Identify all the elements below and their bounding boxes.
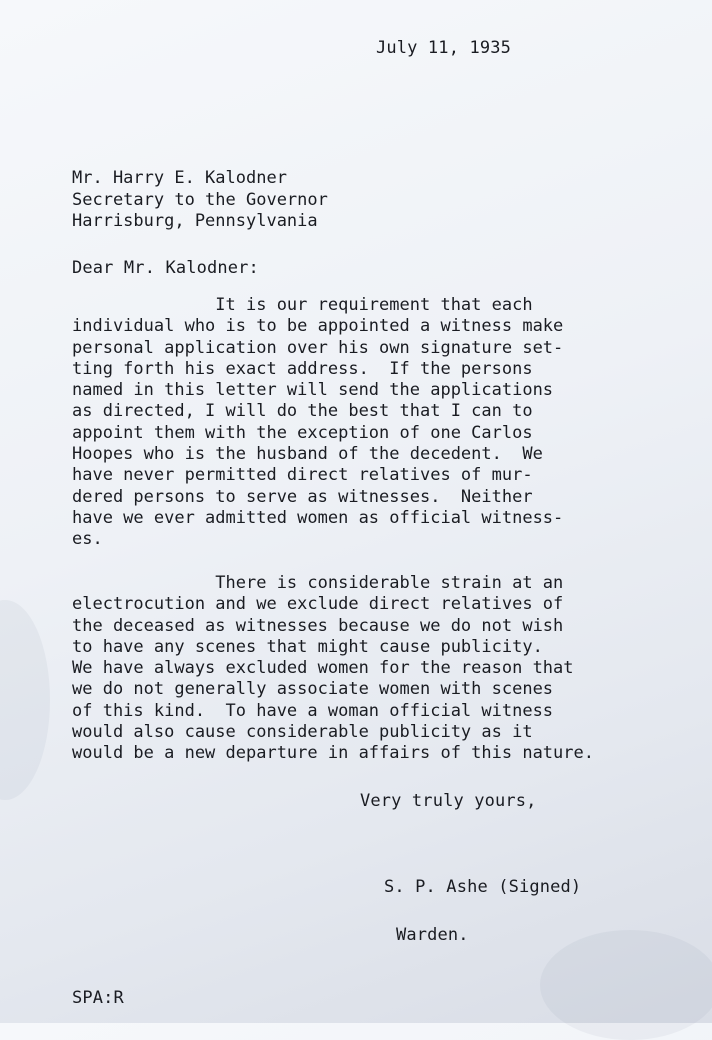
signer-title: Warden. <box>396 925 469 945</box>
letter-date: July 11, 1935 <box>376 38 512 58</box>
paragraph-line: would also cause considerable publicity as it <box>72 722 533 743</box>
paragraph-line: have we ever admitted women as official witness- <box>72 507 564 528</box>
salutation: Dear Mr. Kalodner: <box>72 258 259 278</box>
recipient-address <box>72 168 328 233</box>
paper-smudge <box>540 930 712 1040</box>
paper-smudge <box>0 600 50 800</box>
complimentary-closing: Very truly yours, <box>360 791 537 811</box>
paragraph-line: Hoopes who is the husband of the decedent. We <box>72 444 543 465</box>
paragraph-line: of this kind. To have a woman official witness <box>72 700 554 721</box>
paragraph-line: to have any scenes that might cause publicity. <box>72 636 543 657</box>
recipient-location: Harrisburg, Pennsylvania <box>72 211 318 231</box>
paragraph-line: electrocution and we exclude direct relatives of <box>72 594 564 615</box>
paragraph-line: es. <box>72 529 103 550</box>
paragraph-line: individual who is to be appointed a witness make <box>72 316 564 337</box>
paragraph-line: named in this letter will send the applications <box>72 380 554 401</box>
body-paragraph-1 <box>72 295 563 551</box>
paragraph-line: There is considerable strain at an <box>72 573 564 593</box>
paragraph-line: we do not generally associate women with scenes <box>72 679 554 700</box>
paragraph-line: would be a new departure in affairs of this nature. <box>72 743 594 764</box>
paragraph-line: It is our requirement that each <box>72 295 533 315</box>
paragraph-line: We have always excluded women for the reason that <box>72 658 574 679</box>
paragraph-line: ting forth his exact address. If the persons <box>72 358 533 379</box>
reference-initials: SPA:R <box>72 988 124 1008</box>
body-paragraph-2 <box>72 573 594 765</box>
paragraph-line: have never permitted direct relatives of mur- <box>72 465 533 486</box>
paragraph-line: dered persons to serve as witnesses. Neither <box>72 486 533 507</box>
recipient-name: Mr. Harry E. Kalodner <box>72 168 287 188</box>
paragraph-line: as directed, I will do the best that I can to <box>72 401 533 422</box>
paragraph-line: the deceased as witnesses because we do not wish <box>72 615 564 636</box>
signature-line: S. P. Ashe (Signed) <box>384 877 582 897</box>
paragraph-line: appoint them with the exception of one Carlos <box>72 422 533 443</box>
paragraph-line: personal application over his own signature set- <box>72 337 564 358</box>
recipient-position: Secretary to the Governor <box>72 189 328 210</box>
